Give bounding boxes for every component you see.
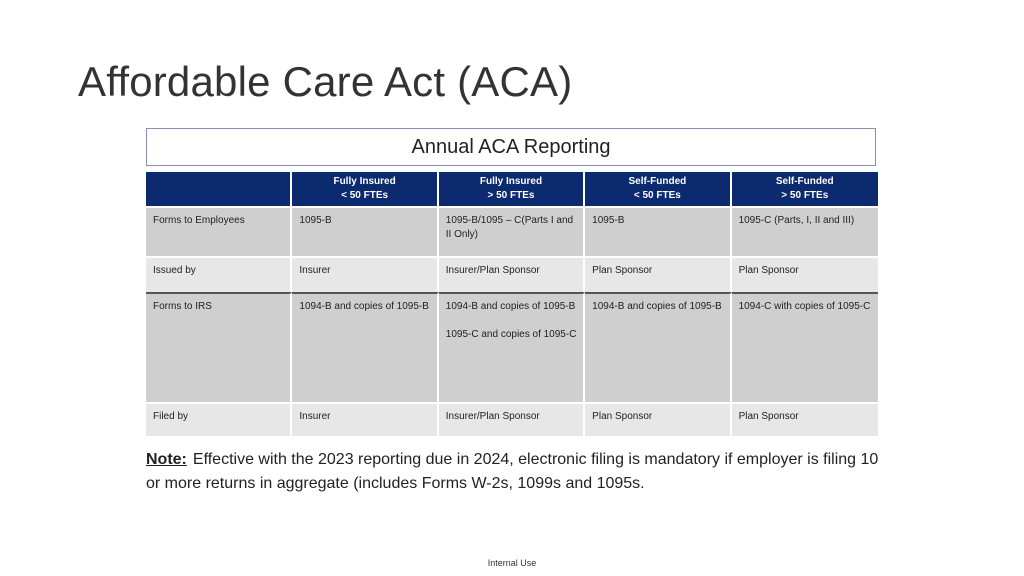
header-line: Self-Funded — [775, 176, 834, 187]
header-cell-self-funded-large — [732, 172, 878, 206]
aca-reporting-table — [146, 172, 878, 436]
table-row-forms-to-irs — [146, 292, 878, 402]
table-cell: Insurer — [292, 402, 438, 436]
table-cell: 1094-B and copies of 1095-B — [292, 292, 438, 402]
table-row-forms-to-employees — [146, 206, 878, 256]
table-cell: Plan Sponsor — [732, 256, 878, 292]
table-cell: Plan Sponsor — [732, 402, 878, 436]
table-cell: 1094-B and copies of 1095-B — [585, 292, 731, 402]
table-cell: 1094-C with copies of 1095-C — [732, 292, 878, 402]
table-cell: 1095-C (Parts, I, II and III) — [732, 206, 878, 256]
header-line: < 50 FTEs — [341, 190, 389, 201]
slide-title: Affordable Care Act (ACA) — [78, 58, 573, 105]
table-cell: Plan Sponsor — [585, 402, 731, 436]
header-line: Fully Insured — [479, 176, 543, 187]
table-header-row — [146, 172, 878, 206]
table-cell: 1095-B — [585, 206, 731, 256]
note-paragraph — [146, 448, 886, 496]
cell-text: 1094-B and copies of 1095-B — [445, 301, 576, 312]
table-cell: Insurer/Plan Sponsor — [439, 402, 585, 436]
header-line: > 50 FTEs — [487, 190, 535, 201]
table-cell: 1095-B/1095 – C(Parts I and II Only) — [439, 206, 585, 256]
table-cell: Insurer/Plan Sponsor — [439, 256, 585, 292]
cell-text: 1095-C and copies of 1095-C — [445, 329, 577, 340]
note-label: Note: — [146, 451, 187, 468]
header-cell-self-funded-small — [585, 172, 731, 206]
footer-classification: Internal Use — [487, 558, 537, 568]
table-cell — [439, 292, 585, 402]
header-cell-empty — [146, 172, 292, 206]
row-label: Forms to IRS — [146, 292, 292, 402]
header-cell-fully-insured-large — [439, 172, 585, 206]
table-caption: Annual ACA Reporting — [146, 128, 876, 166]
row-label: Filed by — [146, 402, 292, 436]
table-row-filed-by — [146, 402, 878, 436]
header-cell-fully-insured-small — [292, 172, 438, 206]
note-text: Effective with the 2023 reporting due in 2024, electronic filing is mandatory if employer is filing 10 or more returns in aggregate (includes Forms W-2s, 1099s and 1095s. — [146, 451, 879, 492]
header-line: < 50 FTEs — [633, 190, 681, 201]
table-cell: Insurer — [292, 256, 438, 292]
header-line: Self-Funded — [628, 176, 687, 187]
row-label: Issued by — [146, 256, 292, 292]
header-line: > 50 FTEs — [781, 190, 829, 201]
table-row-issued-by — [146, 256, 878, 292]
row-label: Forms to Employees — [146, 206, 292, 256]
table-cell: Plan Sponsor — [585, 256, 731, 292]
table-cell: 1095-B — [292, 206, 438, 256]
cell-spacer — [446, 314, 577, 328]
header-line: Fully Insured — [333, 176, 396, 187]
